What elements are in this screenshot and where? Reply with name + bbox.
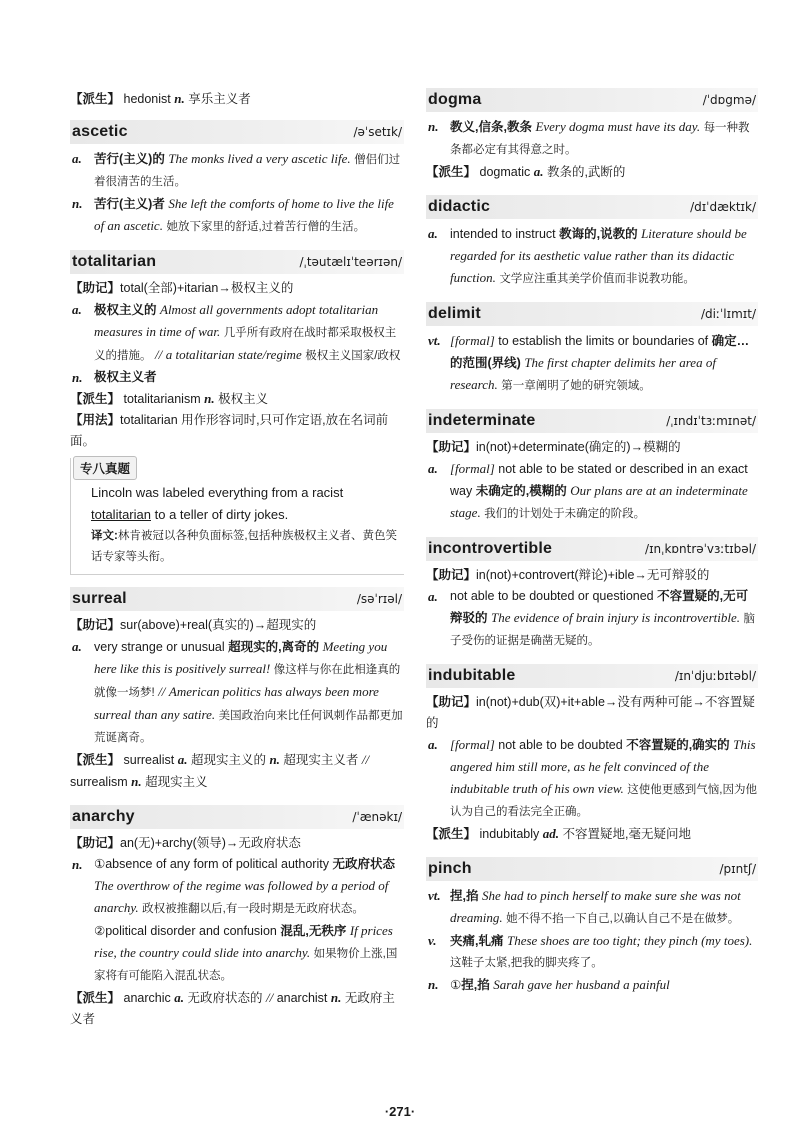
entry-indubitable	[426, 664, 758, 845]
pronunciation: /səˈrɪəl/	[356, 592, 402, 606]
entry-ascetic	[70, 120, 404, 238]
pronunciation: /diːˈlɪmɪt/	[700, 307, 756, 321]
derivative: 【派生】 indubitably ad. 不容置疑地,毫无疑问地	[426, 826, 691, 841]
entry-incontrovertible	[426, 537, 758, 652]
headword: incontrovertible	[428, 540, 553, 557]
exam-question-box	[70, 458, 404, 575]
pronunciation: /ɪnˈdjuːbɪtəbl/	[674, 669, 756, 683]
entry-header	[70, 587, 404, 611]
derivative-hedonist: 【派生】 hedonist n. 享乐主义者	[70, 91, 251, 106]
mnemonic: 【助记】in(not)+dub(双)+it+able→没有两种可能→不容置疑的	[426, 695, 755, 730]
pronunciation: /ɪnˌkɒntrəˈvɜːtɪbəl/	[645, 542, 756, 556]
exam-title: 专八真题	[73, 456, 137, 480]
entry-header	[70, 805, 404, 829]
entry-surreal	[70, 587, 404, 793]
usage-note: 【用法】totalitarian 用作形容词时,只可作定语,放在名词前面。	[70, 413, 389, 448]
entry-delimit	[426, 302, 758, 397]
sense: a. 苦行(主义)的 The monks lived a very ascetic life. 僧侣们过着很清苦的生活。	[72, 151, 401, 188]
entry-anarchy	[70, 805, 404, 1030]
entry-header	[426, 195, 758, 219]
sense: n. 苦行(主义)者 She left the comforts of home to live the life of an ascetic. 她放下家里的舒适,过着苦行僧的生活。	[72, 196, 394, 233]
page-number: ·271·	[384, 1104, 416, 1119]
pronunciation: /ˌtəutælɪˈteərɪən/	[299, 255, 402, 269]
sense: a. 极权主义的 Almost all governments adopt totalitarian measures in time of war. 几乎所有政府在战时都采取极权主义的措施。 // a totalitarian state/regime 极权主义国家/政权	[72, 302, 401, 362]
entry-header	[426, 664, 758, 688]
right-column	[426, 88, 758, 1008]
entry-totalitarian	[70, 250, 404, 575]
headword: indubitable	[428, 667, 516, 684]
headword: totalitarian	[72, 253, 157, 270]
sense: vt. [formal] to establish the limits or boundaries of 确定…的范围(界线) The first chapter delimits her area of research. 第一章阐明了她的研究领域。	[428, 333, 750, 392]
underlined-word: totalitarian	[91, 507, 151, 522]
sense: a. intended to instruct 教诲的,说教的 Literature should be regarded for its aesthetic value rather than its didactic function. 文学应注重其美学价值而非说教功能。	[428, 226, 747, 285]
sense: a. [formal] not able to be doubted 不容置疑的,确实的 This angered him still more, as he felt convinced of the indubitable truth of his own view. 这使他更感到气恼,因为他认为自己的看法完全正确。	[428, 737, 757, 818]
derivative: 【派生】 dogmatic a. 教条的,武断的	[426, 164, 626, 179]
entry-pinch	[426, 857, 758, 996]
exam-sentence: Lincoln was labeled everything from a racist totalitarian to a teller of dirty jokes.	[91, 485, 344, 522]
headword: ascetic	[72, 123, 128, 140]
mnemonic: 【助记】in(not)+controvert(辩论)+ible→无可辩驳的	[426, 568, 710, 582]
sense: a. [formal] not able to be stated or described in an exact way 未确定的,模糊的 Our plans are at an indeterminate stage. 我们的计划处于未确定的阶段。	[428, 461, 748, 520]
entry-dogma	[426, 88, 758, 183]
derivative: 【派生】 anarchic a. 无政府状态的 // anarchist n. 无政府主义者	[70, 990, 395, 1026]
mnemonic: 【助记】sur(above)+real(真实的)→超现实的	[70, 618, 317, 632]
sense: a. very strange or unusual 超现实的,离奇的 Meeting you here like this is positively surreal! 像这样与你在此相逢真的就像一场梦! // American politics has always been more surreal than any satire. 美国政治向来比任何讽刺作品都更加荒诞离奇。	[72, 639, 403, 744]
entry-header	[426, 302, 758, 326]
headword: delimit	[428, 305, 481, 322]
mnemonic: 【助记】in(not)+determinate(确定的)→模糊的	[426, 440, 681, 454]
dictionary-page	[70, 88, 758, 1118]
entry-header	[70, 250, 404, 274]
entry-didactic	[426, 195, 758, 290]
entry-header	[70, 120, 404, 144]
entry-header	[426, 857, 758, 881]
sense: n. 极权主义者	[72, 370, 157, 385]
entry-header	[426, 88, 758, 112]
headword: didactic	[428, 198, 491, 215]
pronunciation: /dɪˈdæktɪk/	[690, 200, 756, 214]
left-column	[70, 88, 404, 1042]
sense: v. 夹痛,轧痛 These shoes are too tight; they pinch (my toes). 这鞋子太紧,把我的脚夹疼了。	[428, 933, 753, 969]
pronunciation: /ˈænəkɪ/	[352, 810, 402, 824]
pronunciation: /ˈdɒgmə/	[702, 93, 756, 107]
sense: n. ①捏,掐 Sarah gave her husband a painful	[428, 977, 670, 992]
headword: dogma	[428, 91, 482, 108]
entry-indeterminate	[426, 409, 758, 525]
headword: indeterminate	[428, 412, 536, 429]
pronunciation: /əˈsetɪk/	[353, 125, 402, 139]
sense: n. ①absence of any form of political authority 无政府状态 The overthrow of the regime was followed by a period of anarchy. 政权被推翻以后,有一段时期是无政府状态。 ②political disorder and confusion 混乱,无秩序 If prices rise, the country could slide into anarchy. 如果物价上涨,国家将有可能陷入混乱状态。	[72, 857, 398, 982]
exam-translation: 译文:林肯被冠以各种负面标签,包括种族极权主义者、黄色笑话专家等头衔。	[91, 530, 398, 563]
mnemonic: 【助记】an(无)+archy(领导)→无政府状态	[70, 836, 301, 850]
entry-header	[426, 409, 758, 433]
sense: n. 教义,信条,教条 Every dogma must have its day. 每一种教条都必定有其得意之时。	[428, 119, 750, 156]
sense: a. not able to be doubted or questioned 不容置疑的,无可辩驳的 The evidence of brain injury is incontrovertible. 脑子受伤的证据是确凿无疑的。	[428, 589, 755, 647]
headword: pinch	[428, 860, 472, 877]
derivative: 【派生】 totalitarianism n. 极权主义	[70, 391, 269, 406]
derivative: 【派生】 surrealist a. 超现实主义的 n. 超现实主义者 // surrealism n. 超现实主义	[70, 752, 370, 789]
pronunciation: /pɪntʃ/	[719, 862, 756, 876]
headword: surreal	[72, 590, 127, 607]
sense: vt. 捏,掐 She had to pinch herself to make sure she was not dreaming. 她不得不掐一下自己,以确认自己不是在做梦。	[428, 888, 741, 925]
headword: anarchy	[72, 808, 135, 825]
pronunciation: /ˌɪndɪˈtɜːmɪnət/	[666, 414, 756, 428]
mnemonic: 【助记】total(全部)+itarian→极权主义的	[70, 281, 294, 295]
entry-header	[426, 537, 758, 561]
